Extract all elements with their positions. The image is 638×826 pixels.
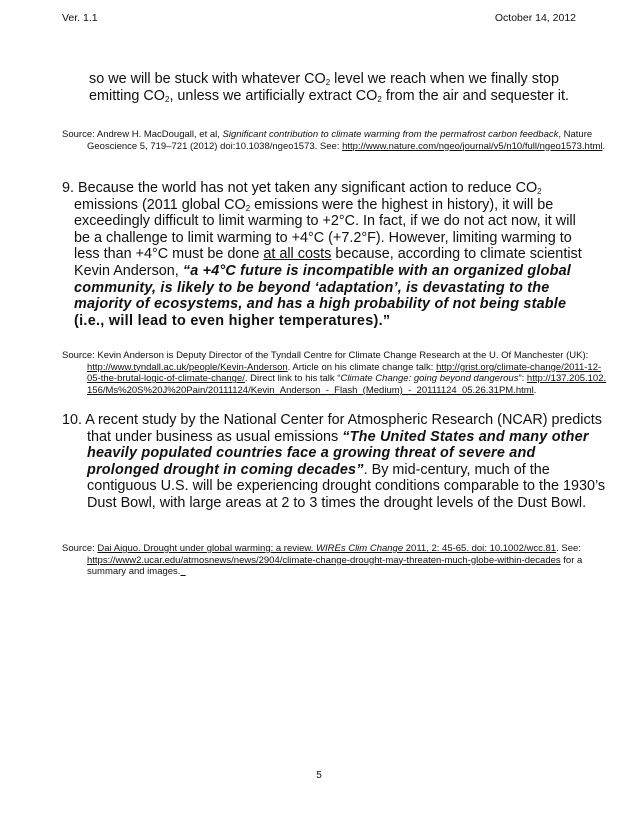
text <box>180 566 185 577</box>
text: Source: Kevin Anderson is Deputy Director of the Tyndall Centre for Climate Change Research at the U. Of Manchester (UK): <box>62 350 589 361</box>
source-link-talk[interactable]: http://137.205.102.156/Ms%20S%20J%20Pain/20111124/Kevin_Anderson_-_Flash_(Medium)_-_20111124_05.26.31PM.html <box>87 373 607 396</box>
text: from the air and sequester it. <box>381 87 569 104</box>
quote-anderson-end: (i.e., will lead to even higher temperatures).” <box>74 312 391 329</box>
page-number: 5 <box>316 770 322 781</box>
source-link-tyndall[interactable]: http://www.tyndall.ac.uk/people/Kevin-Anderson <box>87 361 288 373</box>
text: , Nature Geoscience 5, 719–721 (2012) doi:10.1038/ngeo1573. See: <box>87 129 593 152</box>
subscript: 2 <box>164 94 170 104</box>
text: level we reach when we finally stop emitting CO <box>89 71 559 104</box>
header-date: October 14, 2012 <box>494 12 576 24</box>
text: . <box>533 384 537 396</box>
paragraph-continuation <box>62 71 609 104</box>
text: . Direct link to his talk “ <box>244 373 341 385</box>
source-citation-9 <box>62 350 607 396</box>
subscript: 2 <box>377 94 382 104</box>
header-version: Ver. 1.1 <box>62 12 98 24</box>
text: for a summary and images. <box>87 554 583 578</box>
source-link-ucar[interactable]: https://www2.ucar.edu/atmosnews/news/2904/climate-change-drought-may-threaten-much-globe-within-decades <box>87 554 561 566</box>
source-citation-10 <box>62 543 607 578</box>
journal-name: WIREs Clim Change <box>316 543 404 554</box>
text: , unless we artificially extract CO <box>169 87 378 104</box>
source-citation-1 <box>62 129 607 152</box>
text: Source: Andrew H. MacDougall, et al, <box>62 129 223 140</box>
quote-ncar: “The United States and many other heavily populated countries face a growing threat of severe and prolonged drought in coming decades” <box>87 428 589 478</box>
text: . By mid-century, much of the contiguous U.S. will be experiencing drought conditions comparable to the 1930’s Dust Bowl, with large areas at 2 to 3 times the drought levels of the Dust Bowl. <box>87 461 606 511</box>
source-link-grist[interactable]: http://grist.org/climate-change/2011-12-05-the-brutal-logic-of-climate-change/ <box>87 361 602 385</box>
source-link-nature[interactable]: http://www.nature.com/ngeo/journal/v5/n10/full/ngeo1573.html <box>342 140 603 152</box>
link-text: Dai Aiguo. Drought under global warming: a review. <box>97 543 317 554</box>
text: Source: <box>62 543 98 554</box>
text: . <box>602 140 606 152</box>
subscript: 2 <box>245 203 251 213</box>
source-link-dai[interactable] <box>97 543 556 554</box>
emphasis: at all costs <box>263 246 332 263</box>
text: emissions were the highest in history), it will be exceedingly difficult to limit warming to +2°C. In fact, if we do not act now, it will be a challenge to limit warming to +4°C (+7.2°F). However, limiting warming to less than +4°C must be done <box>74 196 576 263</box>
text: 9. Because the world has not yet taken any significant action to reduce CO <box>62 180 538 196</box>
text: ”: <box>518 373 527 385</box>
text: because, according to climate scientist Kevin Anderson, <box>74 246 582 279</box>
article-title: Significant contribution to climate warming from the permafrost carbon feedback <box>222 129 559 140</box>
text: so we will be stuck with whatever CO <box>89 71 326 87</box>
text: 10. A recent study by the National Center for Atmospheric Research (NCAR) predicts that under business as usual emissions <box>62 412 602 445</box>
subscript: 2 <box>325 78 331 87</box>
link-text: 2011, 2: 45-65. doi: 10.1002/wcc.81 <box>403 543 557 554</box>
quote-anderson: “a +4°C future is incompatible with an organized global community, is likely to be beyond ‘adaptation’, is devastating to the majority of ecosystems, and has a high probability of not being stable <box>74 262 571 313</box>
text: . See: <box>556 543 581 554</box>
paragraph-10 <box>62 412 607 512</box>
talk-title: Climate Change: going beyond dangerous <box>340 373 519 385</box>
subscript: 2 <box>537 187 542 196</box>
text: . Article on his climate change talk: <box>287 361 437 373</box>
text: emissions (2011 global CO <box>74 196 246 213</box>
paragraph-9 <box>62 180 594 329</box>
